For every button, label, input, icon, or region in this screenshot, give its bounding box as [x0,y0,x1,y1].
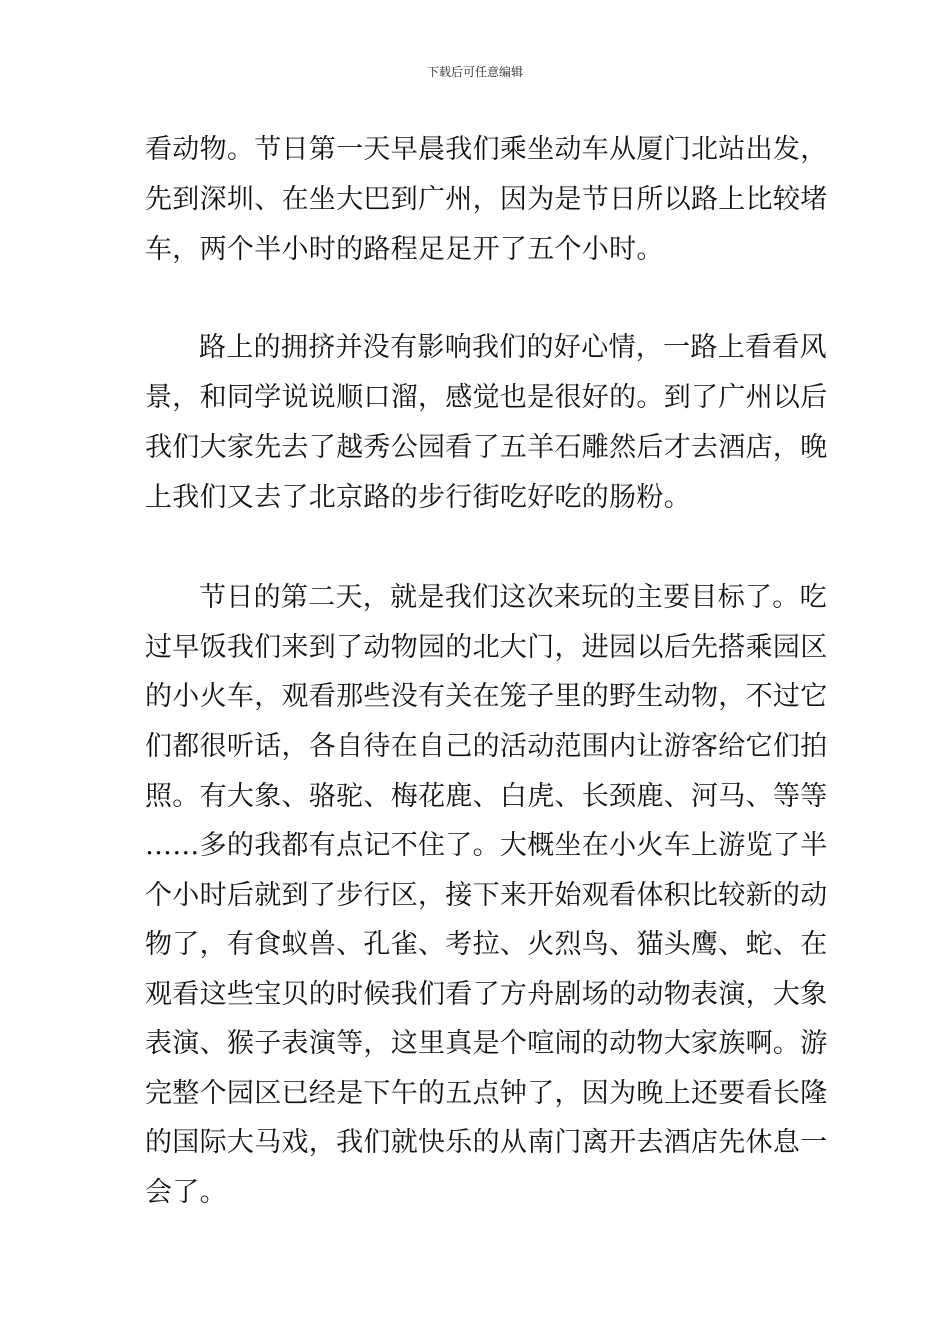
text-line: 的小火车，观看那些没有关在笼子里的野生动物，不过它 [145,681,828,712]
text-line: 表演、猴子表演等，这里真是个喧闹的动物大家族啊。游 [145,1028,828,1059]
text-line: 的国际大马戏，我们就快乐的从南门离开去酒店先休息一 [145,1127,828,1158]
text-line: ……多的我都有点记不住了。大概坐在小火车上游览了半 [145,830,828,861]
text-line: 看动物。节日第一天早晨我们乘坐动车从厦门北站出发， [145,134,828,165]
text-line: 过早饭我们来到了动物园的北大门，进园以后先搭乘园区 [145,632,828,663]
text-line: 物了，有食蚁兽、孔雀、考拉、火烈鸟、猫头鹰、蛇、在 [145,929,828,960]
text-line: 路上的拥挤并没有影响我们的好心情，一路上看看风 [199,332,827,363]
text-line: 会了。 [145,1177,227,1208]
text-line: 先到深圳、在坐大巴到广州，因为是节日所以路上比较堵 [145,184,828,215]
text-line: 个小时后就到了步行区，接下来开始观看体积比较新的动 [145,880,828,911]
text-line: 节日的第二天，就是我们这次来玩的主要目标了。吃 [199,582,827,613]
text-line: 我们大家先去了越秀公园看了五羊石雕然后才去酒店，晚 [145,432,828,463]
text-line: 上我们又去了北京路的步行街吃好吃的肠粉。 [145,482,691,513]
page-header: 下载后可任意编辑 [426,65,523,79]
text-line: 车，两个半小时的路程足足开了五个小时。 [145,234,664,265]
text-line: 景，和同学说说顺口溜，感觉也是很好的。到了广州以后 [145,382,828,413]
text-line: 观看这些宝贝的时候我们看了方舟剧场的动物表演，大象 [145,979,828,1010]
text-line: 们都很听话，各自待在自己的活动范围内让游客给它们拍 [145,731,828,762]
text-line: 完整个园区已经是下午的五点钟了，因为晚上还要看长隆 [145,1078,828,1109]
text-line: 照。有大象、骆驼、梅花鹿、白虎、长颈鹿、河马、等等 [145,781,828,812]
